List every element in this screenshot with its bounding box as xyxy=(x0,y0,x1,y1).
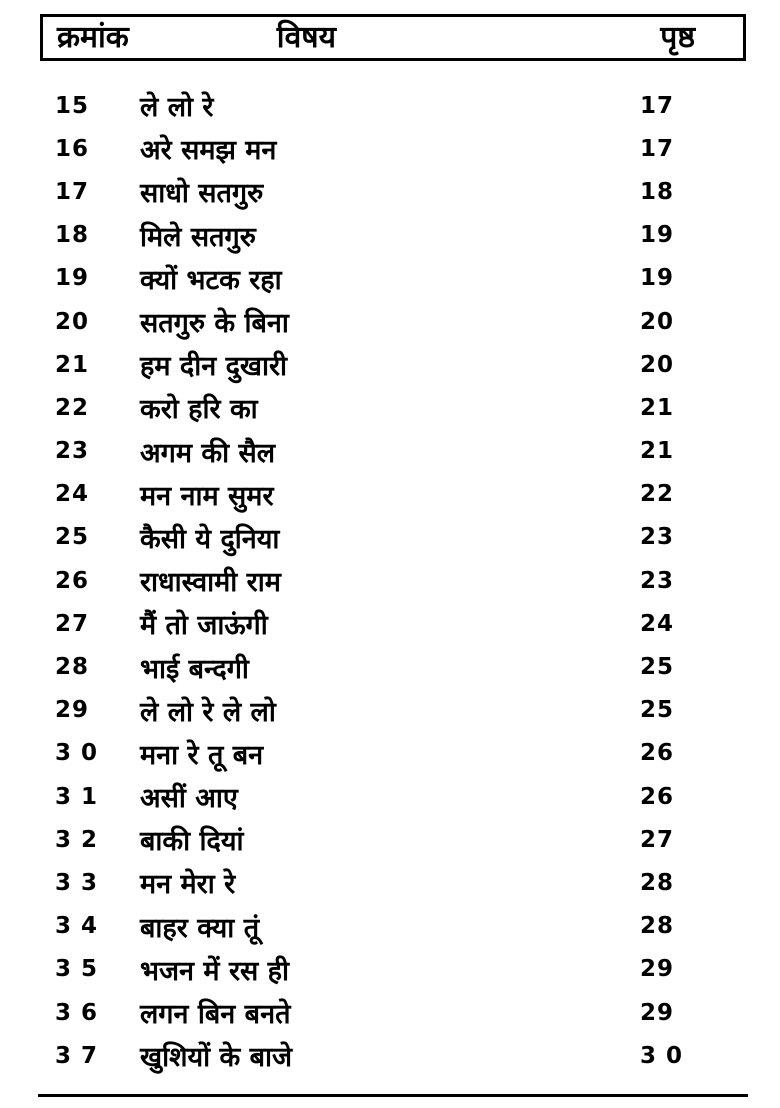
page-cell: 19 xyxy=(640,222,675,249)
table-row xyxy=(0,430,780,473)
page-cell: 29 xyxy=(640,999,675,1026)
table-row xyxy=(0,991,780,1034)
table-row xyxy=(0,861,780,904)
title-cell: लगन बिन बनते xyxy=(140,999,291,1031)
table-row xyxy=(0,775,780,818)
serial-cell: 16 xyxy=(55,135,90,162)
table-row xyxy=(0,257,780,300)
table-row xyxy=(0,905,780,948)
page-cell: 23 xyxy=(640,567,675,594)
serial-cell: 17 xyxy=(55,178,90,205)
page-column-header: पृष्ठ xyxy=(660,20,695,55)
page-cell: 26 xyxy=(640,783,675,810)
title-cell: राधास्वामी राम xyxy=(140,567,281,599)
serial-cell: 15 xyxy=(55,92,90,119)
title-cell: भजन में रस ही xyxy=(140,955,289,987)
table-row xyxy=(0,559,780,602)
title-cell: मना रे तू बन xyxy=(140,739,264,771)
page-cell: 17 xyxy=(640,92,675,119)
table-row xyxy=(0,127,780,170)
serial-cell: 3 5 xyxy=(55,956,99,983)
table-row xyxy=(0,214,780,257)
title-cell: मैं तो जाऊंगी xyxy=(140,610,268,642)
serial-cell: 19 xyxy=(55,265,90,292)
title-cell: मन मेरा रे xyxy=(140,869,236,901)
page-cell: 17 xyxy=(640,135,675,162)
page-cell: 23 xyxy=(640,524,675,551)
table-row xyxy=(0,386,780,429)
serial-cell: 26 xyxy=(55,567,90,594)
table-row xyxy=(0,473,780,516)
title-cell: मिले सतगुरु xyxy=(140,221,256,253)
page-cell: 3 0 xyxy=(640,1042,684,1069)
serial-cell: 3 1 xyxy=(55,783,99,810)
table-row xyxy=(0,1034,780,1077)
serial-cell: 24 xyxy=(55,481,90,508)
page-cell: 26 xyxy=(640,740,675,767)
serial-column-header: क्रमांक xyxy=(57,20,129,55)
title-cell: खुशियों के बाजे xyxy=(140,1042,293,1074)
title-cell: करो हरि का xyxy=(140,394,258,426)
serial-cell: 22 xyxy=(55,394,90,421)
title-cell: हम दीन दुखारी xyxy=(140,351,288,383)
title-cell: मन नाम सुमर xyxy=(140,480,274,512)
serial-cell: 3 4 xyxy=(55,913,99,940)
page-cell: 21 xyxy=(640,438,675,465)
table-row xyxy=(0,84,780,127)
serial-cell: 23 xyxy=(55,438,90,465)
title-cell: अरे समझ मन xyxy=(140,135,277,167)
page-cell: 29 xyxy=(640,956,675,983)
title-cell: क्यों भटक रहा xyxy=(140,264,282,296)
serial-cell: 20 xyxy=(55,308,90,335)
serial-cell: 3 6 xyxy=(55,999,99,1026)
page-cell: 21 xyxy=(640,394,675,421)
serial-cell: 28 xyxy=(55,654,90,681)
serial-cell: 18 xyxy=(55,222,90,249)
table-row xyxy=(0,645,780,688)
table-row xyxy=(0,343,780,386)
page-cell: 25 xyxy=(640,697,675,724)
page-cell: 24 xyxy=(640,610,675,637)
serial-cell: 25 xyxy=(55,524,90,551)
title-cell: असीं आए xyxy=(140,783,238,815)
serial-cell: 21 xyxy=(55,351,90,378)
table-row xyxy=(0,602,780,645)
table-row xyxy=(0,300,780,343)
page-cell: 20 xyxy=(640,308,675,335)
page-cell: 22 xyxy=(640,481,675,508)
table-row xyxy=(0,689,780,732)
table-row xyxy=(0,818,780,861)
subject-column-header: विषय xyxy=(276,20,336,55)
title-cell: साधो सतगुरु xyxy=(140,178,264,210)
toc-header xyxy=(40,14,746,61)
title-cell: बाकी दियां xyxy=(140,826,244,858)
page-cell: 18 xyxy=(640,178,675,205)
serial-cell: 3 2 xyxy=(55,826,99,853)
toc-rows xyxy=(0,84,780,1077)
title-cell: अगम की सैल xyxy=(140,437,276,469)
serial-cell: 27 xyxy=(55,610,90,637)
page-cell: 28 xyxy=(640,913,675,940)
title-cell: सतगुरु के बिना xyxy=(140,308,289,340)
page-cell: 25 xyxy=(640,654,675,681)
page-cell: 28 xyxy=(640,869,675,896)
table-row xyxy=(0,948,780,991)
page-cell: 27 xyxy=(640,826,675,853)
table-row xyxy=(0,170,780,213)
serial-cell: 3 0 xyxy=(55,740,99,767)
serial-cell: 3 3 xyxy=(55,869,99,896)
page-cell: 20 xyxy=(640,351,675,378)
serial-cell: 29 xyxy=(55,697,90,724)
title-cell: कैसी ये दुनिया xyxy=(140,523,280,555)
title-cell: ले लो रे xyxy=(140,92,214,124)
title-cell: भाई बन्दगी xyxy=(140,653,249,685)
serial-cell: 3 7 xyxy=(55,1042,99,1069)
title-cell: बाहर क्या तूं xyxy=(140,912,260,944)
bottom-divider xyxy=(38,1094,748,1097)
table-row xyxy=(0,732,780,775)
page-cell: 19 xyxy=(640,265,675,292)
title-cell: ले लो रे ले लो xyxy=(140,696,276,728)
table-row xyxy=(0,516,780,559)
